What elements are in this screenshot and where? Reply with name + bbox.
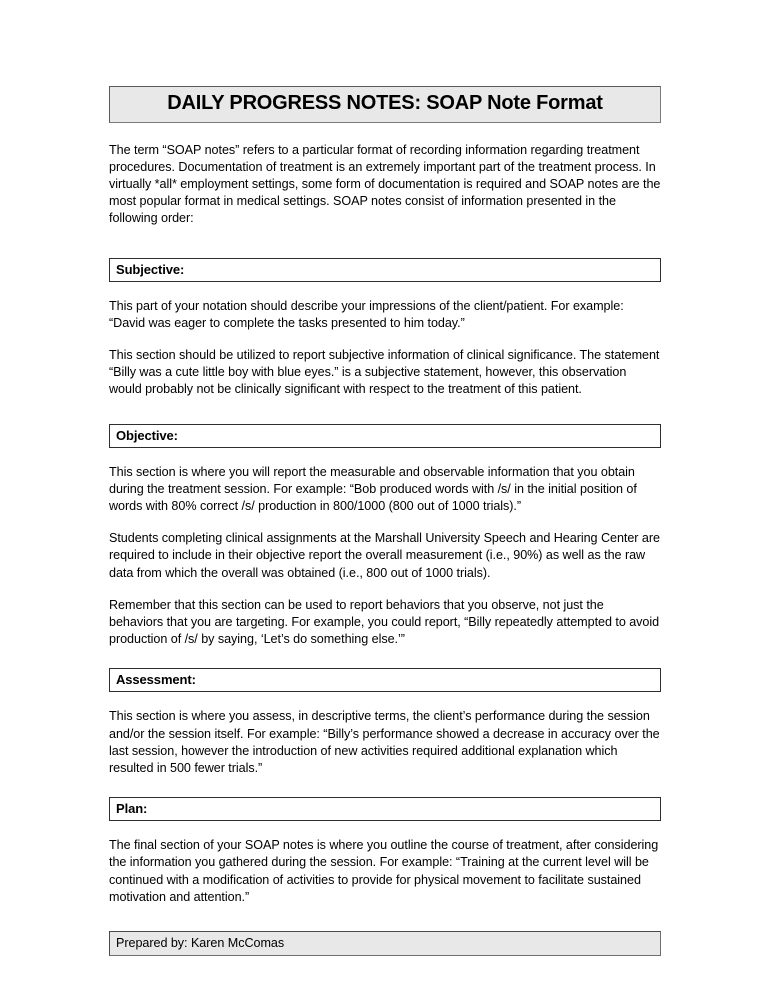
spacer	[109, 906, 661, 931]
page-title: DAILY PROGRESS NOTES: SOAP Note Format	[167, 92, 603, 114]
intro-paragraph: The term “SOAP notes” refers to a particular format of recording information regarding treatment procedures. Documentation of treatment is an extremely important part of the treatment process. In virtually *all* employment settings, some form of documentation is required and SOAP notes are the most popular format in medical settings. SOAP notes consist of information presented in the following order:	[109, 142, 661, 226]
section-body-assessment	[109, 692, 661, 777]
section-assessment	[109, 668, 661, 777]
paragraph: This section is where you assess, in descriptive terms, the client’s performance during the session and/or the session itself. For example: “Billy’s performance showed a decrease in accuracy over the last session, however the introduction of new activities required additional explanation which resulted in 500 fewer trials.”	[109, 709, 660, 776]
spacer	[109, 399, 661, 424]
spacer	[109, 648, 661, 668]
section-header-objective	[109, 424, 661, 448]
paragraph: Students completing clinical assignments at the Marshall University Speech and Hearing Center are required to include in their objective report the overall measurement (i.e., 90%) as well as the raw data from which the overall was obtained (i.e., 800 out of 1000 trials).	[109, 531, 660, 580]
section-plan	[109, 797, 661, 906]
spacer	[109, 777, 661, 797]
section-subjective	[109, 258, 661, 399]
section-body-objective	[109, 448, 661, 649]
section-body-subjective	[109, 282, 661, 399]
paragraph: Remember that this section can be used to report behaviors that you observe, not just the behaviors that you are targeting. For example, you could report, “Billy repeatedly attempted to avoid production of /s/ by saying, ‘Let’s do something else.’”	[109, 597, 660, 647]
section-header-assessment	[109, 668, 661, 692]
section-body-plan	[109, 821, 661, 906]
document-title-banner	[109, 86, 661, 123]
section-heading-label: Objective:	[116, 427, 178, 443]
paragraph: This part of your notation should describe your impressions of the client/patient. For example: “David was eager to complete the tasks presented to him today.”	[109, 298, 624, 330]
section-heading-label: Assessment:	[116, 672, 196, 688]
section-header-plan	[109, 797, 661, 821]
prepared-by-banner	[109, 931, 661, 956]
paragraph: This section is where you will report the measurable and observable information that you obtain during the treatment session. For example: “Bob produced words with /s/ in the initial position of words with 80% correct /s/ production in 800/1000 (800 out of 1000 trials).”	[109, 464, 637, 514]
paragraph: The final section of your SOAP notes is where you outline the course of treatment, after considering the information you gathered during the session. For example: “Training at the current level will be continued with a modification of activities to provide for physical movement to facilitate sustained motivation and attention.”	[109, 838, 659, 904]
section-heading-label: Plan:	[116, 801, 148, 817]
section-objective	[109, 424, 661, 649]
document-body	[109, 86, 661, 956]
section-header-subjective	[109, 258, 661, 282]
section-heading-label: Subjective:	[116, 261, 185, 277]
spacer	[109, 243, 661, 258]
prepared-by-label: Prepared by: Karen McComas	[116, 936, 285, 951]
paragraph: This section should be utilized to report subjective information of clinical significance. The statement “Billy was a cute little boy with blue eyes.” is a subjective statement, however, this observation would probably not be clinically significant with respect to the treatment of this patient.	[109, 348, 660, 397]
